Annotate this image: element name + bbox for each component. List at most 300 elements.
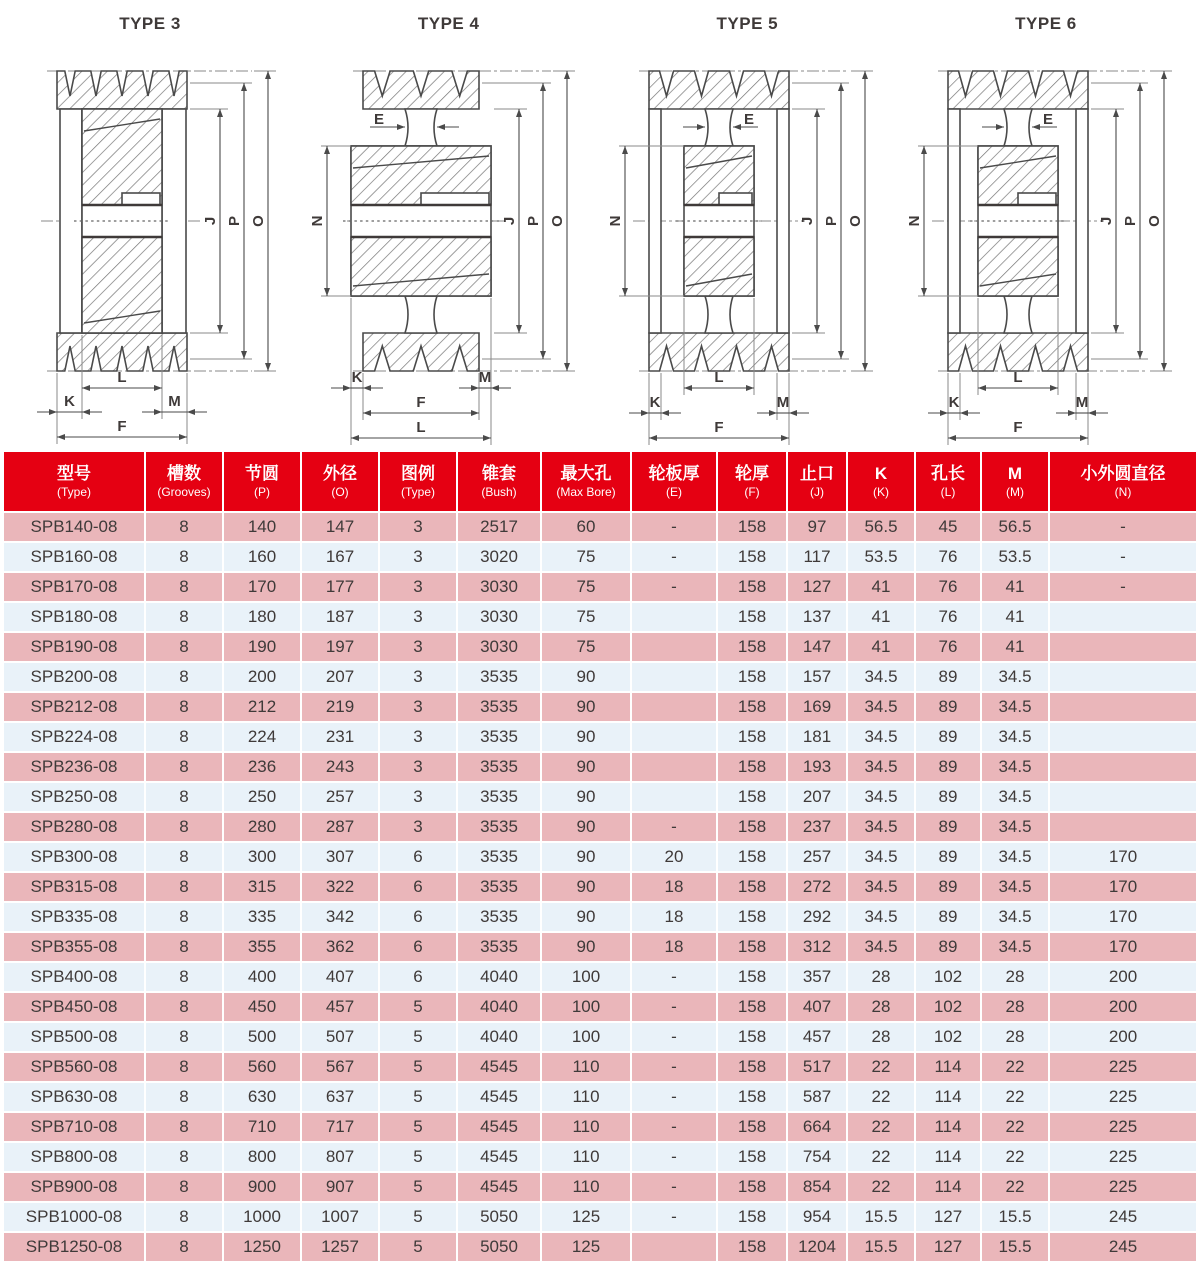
column-name-en: (Max Bore) [556,485,616,500]
dim-label: O [1145,215,1163,227]
cell: 3535 [458,753,540,781]
cell: 357 [788,963,846,991]
cell: 710 [224,1113,300,1141]
cell: 800 [224,1143,300,1171]
cell: SPB560-08 [4,1053,144,1081]
cell: 854 [788,1173,846,1201]
table-row [4,1143,1196,1171]
pulley-drawing-type-4 [301,36,597,448]
cell: 4040 [458,1023,540,1051]
cell: 1257 [302,1233,378,1261]
cell [1050,693,1196,721]
cell: 225 [1050,1053,1196,1081]
dim-label: O [847,215,865,227]
dim-label: L [416,419,426,436]
cell: 127 [916,1203,980,1231]
cell: 158 [718,663,786,691]
cell: 28 [848,993,914,1021]
cell: 114 [916,1083,980,1111]
cell: 158 [718,1143,786,1171]
cell: 22 [982,1113,1048,1141]
cell: 3535 [458,783,540,811]
cell: 169 [788,693,846,721]
dim-label: F [117,418,127,435]
cell: - [632,573,716,601]
cell: 5 [380,993,456,1021]
cell [1050,603,1196,631]
cell: 158 [718,543,786,571]
cell: 15.5 [848,1233,914,1261]
cell: 158 [718,753,786,781]
cell [1050,783,1196,811]
diagram-title: TYPE 5 [716,14,779,33]
column-name-en: (F) [744,485,760,500]
cell: 125 [542,1233,630,1261]
cell: 4545 [458,1143,540,1171]
column-header [718,452,786,511]
cell: 3 [380,603,456,631]
cell: 158 [718,1053,786,1081]
cell: 110 [542,1113,630,1141]
cell: 114 [916,1053,980,1081]
diagram-type-3 [2,4,298,450]
cell: - [632,1053,716,1081]
table-row [4,1023,1196,1051]
cell [632,633,716,661]
dim-label: M [168,393,181,410]
column-name-zh: 外径 [323,463,357,483]
cell: 3 [380,573,456,601]
cell: 18 [632,933,716,961]
cell: 8 [146,1053,222,1081]
cell: 114 [916,1173,980,1201]
column-name-zh: 锥套 [482,463,516,483]
cell: 90 [542,843,630,871]
cell: 8 [146,573,222,601]
cell: 322 [302,873,378,901]
cell: 407 [302,963,378,991]
column-header [224,452,300,511]
cell: 5 [380,1023,456,1051]
header-row [4,452,1196,511]
table-row [4,513,1196,541]
cell: 158 [718,513,786,541]
table-row [4,993,1196,1021]
cell: 89 [916,933,980,961]
dim-label: P [524,215,542,227]
cell [632,663,716,691]
table-row [4,753,1196,781]
cell: 3535 [458,843,540,871]
cell: 28 [982,1023,1048,1051]
cell: 158 [718,693,786,721]
column-name-zh: 孔长 [931,463,965,483]
cell: 5 [380,1233,456,1261]
cell: 400 [224,963,300,991]
cell: SPB300-08 [4,843,144,871]
cell: 3535 [458,693,540,721]
cell: 8 [146,1233,222,1261]
cell: 160 [224,543,300,571]
cell: 207 [788,783,846,811]
diagram-title: TYPE 4 [417,14,480,33]
cell: 3535 [458,903,540,931]
cell: 257 [788,843,846,871]
cell: 754 [788,1143,846,1171]
cell: 41 [848,633,914,661]
cell: 158 [718,963,786,991]
table-row [4,1173,1196,1201]
cell: 34.5 [982,663,1048,691]
cell: 237 [788,813,846,841]
dim-label: K [649,394,661,411]
cell: 272 [788,873,846,901]
cell: 507 [302,1023,378,1051]
column-name-zh: 小外圆直径 [1080,463,1166,483]
cell: 225 [1050,1083,1196,1111]
cell: 114 [916,1143,980,1171]
cell: 76 [916,603,980,631]
cell: 8 [146,933,222,961]
cell: 8 [146,1083,222,1111]
cell: 90 [542,873,630,901]
cell: 18 [632,873,716,901]
column-name-en: (E) [666,485,682,500]
cell: 89 [916,813,980,841]
cell: SPB450-08 [4,993,144,1021]
cell [632,723,716,751]
cell: 307 [302,843,378,871]
dim-label: N [308,215,326,227]
column-header [1050,452,1196,511]
cell: 4545 [458,1173,540,1201]
cell: 8 [146,693,222,721]
cell: 8 [146,903,222,931]
cell: 1007 [302,1203,378,1231]
column-name-zh: 轮厚 [735,463,769,483]
column-name-en: (M) [1006,485,1024,500]
cell: - [1050,573,1196,601]
pulley-drawing-type-3 [2,36,298,448]
cell: 8 [146,813,222,841]
column-header [982,452,1048,511]
cell: 342 [302,903,378,931]
cell: 34.5 [848,933,914,961]
column-header [916,452,980,511]
pulley-drawing-type-6 [898,36,1194,448]
table-row [4,1203,1196,1231]
cell: 5050 [458,1203,540,1231]
column-name-en: (P) [254,485,270,500]
cell: 97 [788,513,846,541]
cell: 34.5 [848,873,914,901]
cell: - [1050,513,1196,541]
cell: 517 [788,1053,846,1081]
cell: SPB400-08 [4,963,144,991]
column-name-en: (N) [1114,485,1132,500]
cell: 127 [916,1233,980,1261]
cell [632,753,716,781]
cell: 22 [848,1143,914,1171]
cell: 450 [224,993,300,1021]
cell: 140 [224,513,300,541]
cell: SPB280-08 [4,813,144,841]
cell: SPB224-08 [4,723,144,751]
cell: 200 [1050,993,1196,1021]
cell: 181 [788,723,846,751]
cell: 3 [380,513,456,541]
cell: 6 [380,933,456,961]
cell: - [632,1203,716,1231]
cell: 34.5 [848,663,914,691]
cell: 34.5 [982,693,1048,721]
cell: 170 [1050,873,1196,901]
cell: - [632,543,716,571]
cell: 362 [302,933,378,961]
cell: 8 [146,1203,222,1231]
cell: 53.5 [848,543,914,571]
cell: 125 [542,1203,630,1231]
cell: 18 [632,903,716,931]
column-name-en: (J) [810,485,824,500]
cell: 200 [1050,1023,1196,1051]
cell: SPB900-08 [4,1173,144,1201]
cell: SPB1250-08 [4,1233,144,1261]
cell [1050,723,1196,751]
cell: 90 [542,753,630,781]
cell: 22 [982,1083,1048,1111]
cell: 197 [302,633,378,661]
cell: 200 [1050,963,1196,991]
cell: 4040 [458,993,540,1021]
cell: 630 [224,1083,300,1111]
cell: 89 [916,783,980,811]
cell: 34.5 [848,903,914,931]
cell: 41 [848,573,914,601]
cell [632,1233,716,1261]
cell: 6 [380,903,456,931]
cell: 6 [380,963,456,991]
cell: 457 [302,993,378,1021]
cell: 170 [1050,933,1196,961]
cell: 158 [718,1203,786,1231]
cell: 4545 [458,1053,540,1081]
diagram-type-6 [898,4,1194,450]
cell: 117 [788,543,846,571]
cell: 158 [718,573,786,601]
dim-label: K [64,393,75,410]
cell [1050,663,1196,691]
cell: 90 [542,693,630,721]
dim-label: J [202,216,219,226]
cell: 34.5 [982,723,1048,751]
cell: 158 [718,783,786,811]
column-name-en: (O) [331,485,349,500]
table-row [4,813,1196,841]
column-name-en: (K) [873,485,889,500]
cell: 8 [146,873,222,901]
cell: SPB212-08 [4,693,144,721]
cell: 200 [224,663,300,691]
table-row [4,903,1196,931]
cell: SPB630-08 [4,1083,144,1111]
cell: 157 [788,663,846,691]
cell: 147 [788,633,846,661]
pulley-type-diagrams [0,0,1200,450]
cell: SPB170-08 [4,573,144,601]
cell: 224 [224,723,300,751]
cell: 110 [542,1173,630,1201]
column-header [146,452,222,511]
cell: 75 [542,543,630,571]
table-row [4,1113,1196,1141]
cell [632,693,716,721]
column-name-zh: 最大孔 [560,463,612,483]
cell: 137 [788,603,846,631]
cell: SPB200-08 [4,663,144,691]
cell: 158 [718,603,786,631]
cell: 236 [224,753,300,781]
cell: 34.5 [848,753,914,781]
cell: 407 [788,993,846,1021]
cell: 34.5 [982,753,1048,781]
cell: - [632,1113,716,1141]
dim-label: F [416,394,426,411]
cell: 158 [718,1173,786,1201]
table-row [4,603,1196,631]
column-header [380,452,456,511]
cell: 5050 [458,1233,540,1261]
cell: 170 [1050,843,1196,871]
table-row [4,723,1196,751]
cell: 3 [380,753,456,781]
table-row [4,783,1196,811]
cell: 560 [224,1053,300,1081]
cell: 8 [146,1023,222,1051]
cell: 90 [542,813,630,841]
dim-label: E [1042,111,1053,128]
cell: 90 [542,723,630,751]
table-row [4,633,1196,661]
cell: 56.5 [982,513,1048,541]
cell: 34.5 [982,903,1048,931]
cell: 34.5 [848,843,914,871]
cell: - [632,1023,716,1051]
cell: 127 [788,573,846,601]
column-header [788,452,846,511]
cell: 1000 [224,1203,300,1231]
cell: 41 [848,603,914,631]
cell: 53.5 [982,543,1048,571]
dim-label: J [799,216,817,226]
dim-label: M [478,369,491,386]
cell: 102 [916,1023,980,1051]
cell: 110 [542,1143,630,1171]
cell: - [1050,543,1196,571]
cell: 15.5 [982,1233,1048,1261]
table-row [4,693,1196,721]
cell: 3535 [458,663,540,691]
dim-label: F [714,419,724,436]
dim-label: L [714,369,724,386]
cell: 114 [916,1113,980,1141]
cell: SPB335-08 [4,903,144,931]
cell: 5 [380,1203,456,1231]
cell [1050,633,1196,661]
cell: 41 [982,633,1048,661]
column-name-en: (Bush) [481,485,517,500]
diagram-type-4 [301,4,597,450]
cell: 90 [542,663,630,691]
cell: 102 [916,993,980,1021]
cell: SPB355-08 [4,933,144,961]
cell [1050,753,1196,781]
cell: 637 [302,1083,378,1111]
cell: 3 [380,783,456,811]
cell: 158 [718,903,786,931]
column-name-en: (Type) [400,485,435,500]
table-row [4,573,1196,601]
cell: 5 [380,1113,456,1141]
dim-label: P [1121,215,1139,227]
cell: 170 [224,573,300,601]
dim-label: N [607,215,625,227]
cell: 8 [146,723,222,751]
cell: 8 [146,783,222,811]
cell: 3 [380,633,456,661]
cell: 717 [302,1113,378,1141]
cell: 3535 [458,933,540,961]
cell: 45 [916,513,980,541]
dim-label: K [948,394,960,411]
cell: 3 [380,813,456,841]
cell: 3535 [458,723,540,751]
cell: 225 [1050,1113,1196,1141]
cell: 158 [718,843,786,871]
dim-label: E [373,111,384,128]
cell: 8 [146,753,222,781]
cell: 158 [718,1233,786,1261]
column-name-zh: 图例 [401,463,435,483]
cell: 100 [542,993,630,1021]
cell: 34.5 [982,783,1048,811]
cell: 89 [916,663,980,691]
cell: 5 [380,1143,456,1171]
cell: 56.5 [848,513,914,541]
cell: 22 [848,1113,914,1141]
cell: 190 [224,633,300,661]
cell: 100 [542,963,630,991]
cell: 34.5 [982,933,1048,961]
cell: 28 [848,1023,914,1051]
cell: 8 [146,513,222,541]
cell: 3030 [458,573,540,601]
cell: 3 [380,543,456,571]
cell: 3030 [458,633,540,661]
cell: 75 [542,573,630,601]
cell: 102 [916,963,980,991]
cell: - [632,813,716,841]
dim-label: J [500,216,518,226]
cell: SPB190-08 [4,633,144,661]
cell: 158 [718,723,786,751]
cell: 5 [380,1083,456,1111]
cell: 15.5 [982,1203,1048,1231]
cell: 34.5 [982,843,1048,871]
cell: 225 [1050,1143,1196,1171]
cell: 664 [788,1113,846,1141]
cell: SPB800-08 [4,1143,144,1171]
